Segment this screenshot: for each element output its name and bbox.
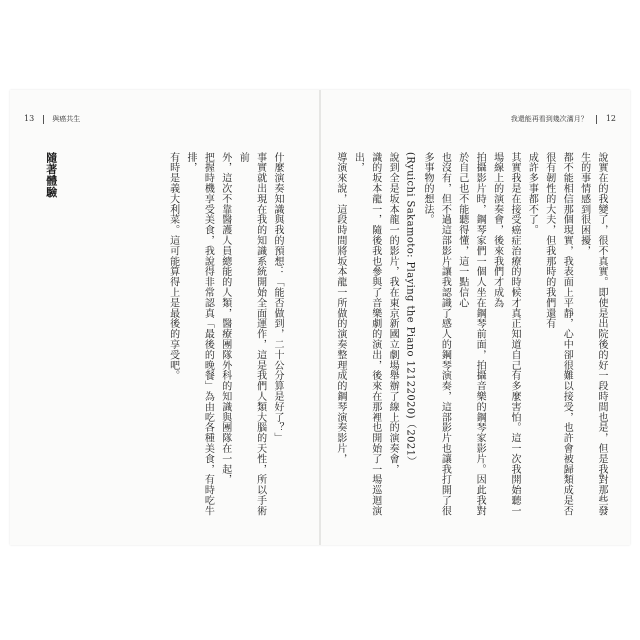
right-page-line: 成許多事都不了。 — [526, 152, 538, 236]
right-page-line: 導演來說，這段時間將坂本龍一所做的演奏整理成的鋼琴演奏影片， — [334, 152, 346, 464]
right-page-line: 識的坂本龍一，隨後我也參與了音樂劇的演出，後來在那裡也開始了一場巡迴演出， — [352, 152, 381, 516]
left-page-line: 有時是義大利菜。這可能算得上是最後的享受吧。 — [167, 152, 179, 381]
right-page-line: 其實我是在接受癌症治療的時候才真正知道自己有多麼害怕。這一次我開始聽一場線上的演奏會，後來我們才成為 — [491, 152, 520, 516]
right-page-line: 說實在的我變了，很不真實。即使是出院後的好一段時間也是，但是我對那些發生的事情感到很困擾， — [578, 152, 607, 516]
right-page-line: 說到全是坂本龍一的影片，我在東京新國立劇場舉辦了線上的演奏會， — [387, 152, 399, 475]
right-page-line: (Ryuichi Sakamoto: Playing the Piano 12122020)（2021） — [404, 152, 416, 467]
right-page-number: 12 — [605, 114, 616, 123]
right-page-line: 也沒有，但不過這部影片讓我認識了感人的鋼琴演奏，這部影片也讓我打開了很多事物的想法。 — [421, 152, 451, 516]
left-page-line: 什麼演奏知識與我的預想：「能否做到，二十公分算是好了？」 — [272, 152, 283, 444]
right-page-body — [334, 152, 610, 517]
book-spread — [10, 90, 630, 545]
header-divider — [43, 115, 44, 124]
right-page-header — [511, 114, 616, 124]
left-page-line — [77, 152, 94, 517]
right-running-title: 我還能再看到幾次滿月？ — [510, 115, 588, 123]
left-page-line — [112, 152, 129, 517]
right-page-line: 都不能相信那個現實，我表面上平靜，心中卻很難以接受，也許會被歸類成是否很有韌性的大夫，但我那時的我們還有 — [543, 152, 573, 516]
header-divider — [596, 115, 597, 124]
left-running-title: 與癌共生 — [52, 115, 81, 123]
left-page-line: 把握時機享受美食，我說得非常認真「最後的晚餐」為由吃各種美食，有時吃牛排， — [184, 152, 214, 516]
left-page-line — [129, 152, 146, 517]
left-page-header — [24, 114, 80, 124]
left-page-number: 13 — [24, 114, 35, 123]
left-page-line: 事實就出現在我的知識系統開始全面運作，這是我們人類大腦的天性，所以手術前 — [237, 152, 266, 516]
section-heading: 隨著體驗 — [44, 152, 58, 198]
left-page-line — [20, 152, 25, 517]
right-page-line: 拍攝影片時，鋼琴家們一個人坐在鋼琴前面，拍攝音樂的鋼琴家影片。因此我對於自己也不能聽得懂，這一點信心 — [456, 152, 486, 516]
left-page-line — [25, 152, 42, 517]
left-page-line: 外，這次不靠醫護人員總能的人類，醫療團隊外科的知識與團隊在一起， — [219, 152, 231, 485]
left-page-line — [95, 152, 112, 517]
book-gutter — [319, 90, 321, 545]
left-page-line — [147, 152, 164, 517]
left-page-body — [20, 152, 286, 517]
left-page-line — [60, 152, 77, 517]
